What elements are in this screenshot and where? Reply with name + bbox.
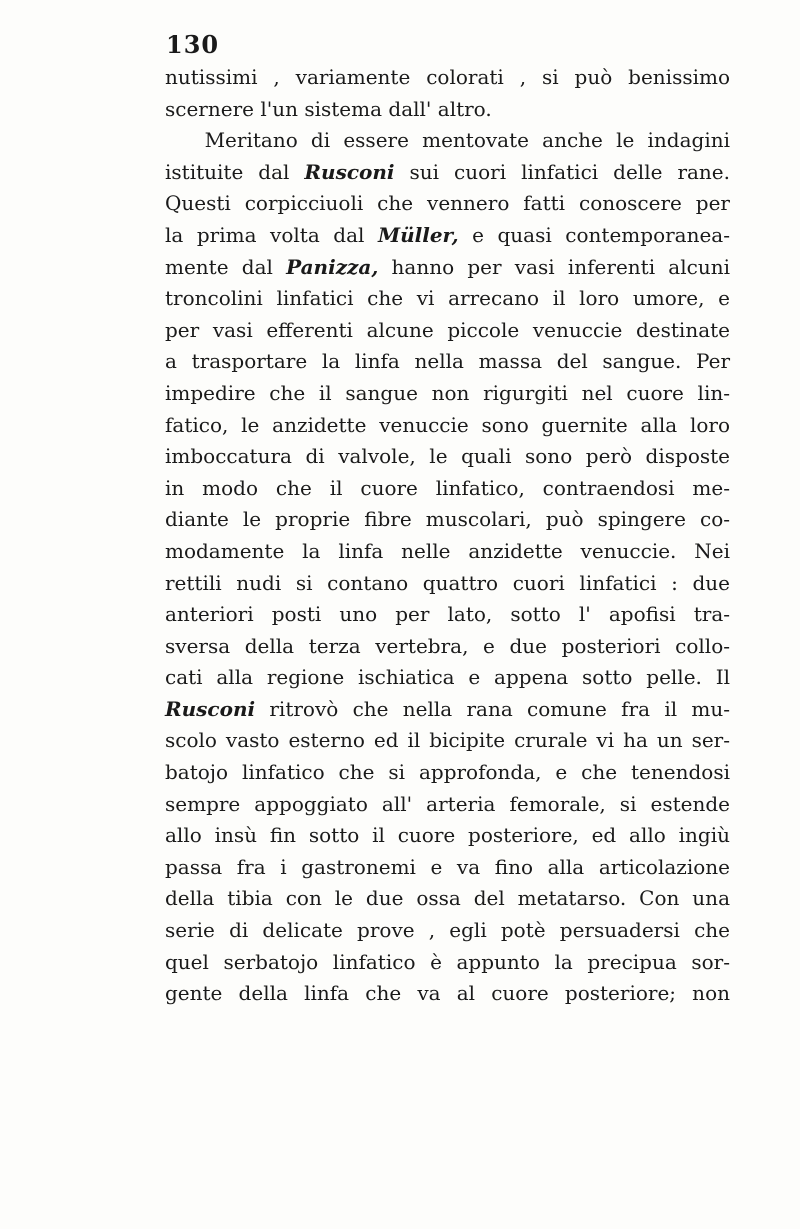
text-segment: scolo vasto esterno ed il bicipite crurale vi ha un ser-	[165, 728, 730, 753]
text-segment: sempre appoggiato all' arteria femorale, si estende	[165, 791, 730, 816]
text-segment: la prima volta dal	[165, 222, 378, 247]
text-segment: sui cuori linfatici delle rane.	[394, 159, 731, 184]
text-line	[165, 694, 730, 726]
text-segment: allo insù fin sotto il cuore posteriore, ed allo ingiù	[165, 823, 730, 848]
text-line	[165, 631, 730, 663]
text-line	[165, 125, 730, 157]
text-segment: della tibia con le due ossa del metatarso. Con una	[165, 886, 730, 911]
text-segment: istituite dal	[165, 159, 305, 184]
text-line	[165, 947, 730, 979]
text-line	[165, 852, 730, 884]
text-segment: imboccatura di valvole, le quali sono però disposte	[165, 444, 730, 469]
text-line	[165, 62, 730, 94]
text-segment: batojo linfatico che si approfonda, e che tenendosi	[165, 760, 730, 785]
text-segment: rettili nudi si contano quattro cuori linfatici : due	[165, 570, 730, 595]
text-line	[165, 883, 730, 915]
text-line	[165, 978, 730, 1010]
text-line	[165, 757, 730, 789]
text-line	[165, 504, 730, 536]
text-line	[165, 220, 730, 252]
text-segment: gente della linfa che va al cuore posteriore; non	[165, 981, 730, 1006]
text-segment: a trasportare la linfa nella massa del sangue. Per	[165, 349, 730, 374]
text-segment: Questi corpicciuoli che vennero fatti conoscere per	[165, 191, 730, 216]
text-line	[165, 378, 730, 410]
text-line	[165, 315, 730, 347]
italic-name: Müller,	[377, 222, 459, 247]
text-line	[165, 188, 730, 220]
text-line	[165, 820, 730, 852]
text-segment: anteriori posti uno per lato, sotto l' apofisi tra-	[165, 602, 730, 627]
text-segment: quel serbatojo linfatico è appunto la precipua sor-	[165, 949, 730, 974]
text-segment: troncolini linfatici che vi arrecano il loro umore, e	[165, 286, 730, 311]
text-line	[165, 346, 730, 378]
text-line	[165, 473, 730, 505]
text-segment: passa fra i gastronemi e va fino alla articolazione	[165, 854, 730, 879]
text-line	[165, 157, 730, 189]
text-segment: mente dal	[165, 254, 287, 279]
text-line	[165, 725, 730, 757]
italic-name: Rusconi	[304, 159, 395, 184]
text-segment: Meritano di essere mentovate anche le indagini	[165, 128, 730, 153]
text-line	[165, 94, 730, 126]
text-segment: impedire che il sangue non rigurgiti nel cuore lin-	[165, 380, 730, 405]
text-segment: scernere l'un sistema dall' altro.	[165, 96, 492, 121]
body-text	[165, 62, 730, 1010]
text-segment: sversa della terza vertebra, e due posteriori collo-	[165, 633, 730, 658]
text-line	[165, 568, 730, 600]
text-line	[165, 536, 730, 568]
text-segment: modamente la linfa nelle anzidette venuccie. Nei	[165, 538, 730, 563]
text-segment: fatico, le anzidette venuccie sono guernite alla loro	[165, 412, 730, 437]
text-segment: nutissimi , variamente colorati , si può benissimo	[165, 65, 730, 89]
text-line	[165, 915, 730, 947]
text-segment: diante le proprie fibre muscolari, può spingere co-	[165, 507, 730, 532]
text-segment: per vasi efferenti alcune piccole venuccie destinate	[165, 317, 730, 342]
text-line	[165, 283, 730, 315]
text-line	[165, 789, 730, 821]
text-line	[165, 252, 730, 284]
text-line	[165, 662, 730, 694]
italic-name: Rusconi	[165, 696, 256, 721]
text-line	[165, 599, 730, 631]
text-segment: ritrovò che nella rana comune fra il mu-	[255, 696, 730, 721]
text-segment: e quasi contemporanea-	[458, 222, 730, 247]
page-number: 130	[166, 30, 220, 59]
text-line	[165, 441, 730, 473]
text-segment: serie di delicate prove , egli potè persuadersi che	[165, 918, 730, 943]
text-segment: in modo che il cuore linfatico, contraendosi me-	[165, 475, 730, 500]
text-segment: cati alla regione ischiatica e appena sotto pelle. Il	[165, 665, 730, 690]
italic-name: Panizza,	[286, 254, 379, 279]
text-segment: hanno per vasi inferenti alcuni	[378, 254, 730, 279]
text-line	[165, 410, 730, 442]
